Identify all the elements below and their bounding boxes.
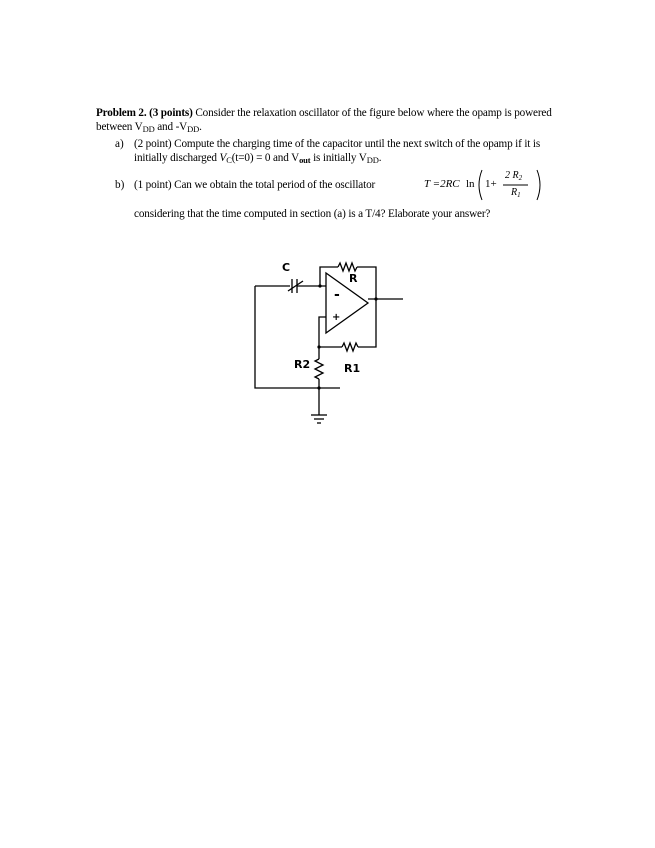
wire-r-left [320,267,338,286]
formula-left-paren [479,170,482,200]
node-plus [317,345,320,348]
formula-denominator-text: R [511,187,518,198]
problem-heading: Problem 2. (3 points) [96,107,193,119]
label-r1: R1 [344,362,361,375]
part-a-text-3: is initially V [310,152,367,164]
part-b-label: b) [115,179,125,191]
problem-intro-1: Consider the relaxation oscillator of the figure below where the opamp is powered between V [96,107,552,133]
wire-r-right [357,267,376,299]
opamp-triangle [326,273,368,333]
formula-brackets [424,168,544,202]
part-a-vc: V [219,152,227,164]
part-a-vdd-sub: DD [366,155,379,165]
label-r: R [349,272,358,285]
problem-statement [96,106,566,136]
part-a-vc-sub: C [226,155,232,165]
resistor-r1 [342,343,358,351]
part-a-text-4: . [378,152,382,164]
label-r2: R2 [294,358,311,371]
relaxation-oscillator-circuit [248,255,408,430]
period-formula [424,168,544,202]
part-b-text-1: (1 point) Can we obtain the total period of the oscillator [134,179,376,191]
part-b-text-2: considering that the time computed in section (a) is a T/4? Elaborate your answer? [134,208,491,220]
formula-ln: ln [466,178,475,190]
formula-numerator-text: 2 R [505,170,519,181]
problem-intro-3: . [199,121,202,133]
resistor-r [338,263,357,271]
part-a-text-2: (t=0) = 0 and V [231,152,300,164]
label-c: C [282,261,291,274]
problem-intro-2: and -V [154,121,188,133]
resistor-r2 [315,359,323,379]
formula-numerator-sub: 2 [518,174,523,182]
formula-lhs: T =2RC [424,178,460,190]
formula-right-paren [537,170,540,200]
part-a-text-1: (2 point) Compute the charging time of the capacitor until the next switch of the opamp if it is initially discharged [134,138,541,164]
opamp-minus-sign: - [334,287,340,303]
part-a-text [134,137,554,167]
node-minus [318,284,321,287]
problem-sub-dd-1: DD [142,124,155,134]
part-a-vout-sub: out [299,155,311,165]
node-ground-junction [317,386,320,389]
opamp-plus-sign: + [332,312,341,323]
node-output [374,297,377,300]
part-a-label: a) [115,138,124,150]
formula-denominator-sub: 1 [517,191,521,199]
formula-denominator [511,187,521,199]
wire-left-loop [255,286,340,388]
formula-numerator [505,170,522,182]
wire-r1-right [358,299,376,347]
formula-one-plus: 1+ [485,178,497,190]
problem-sub-dd-2: DD [187,124,200,134]
